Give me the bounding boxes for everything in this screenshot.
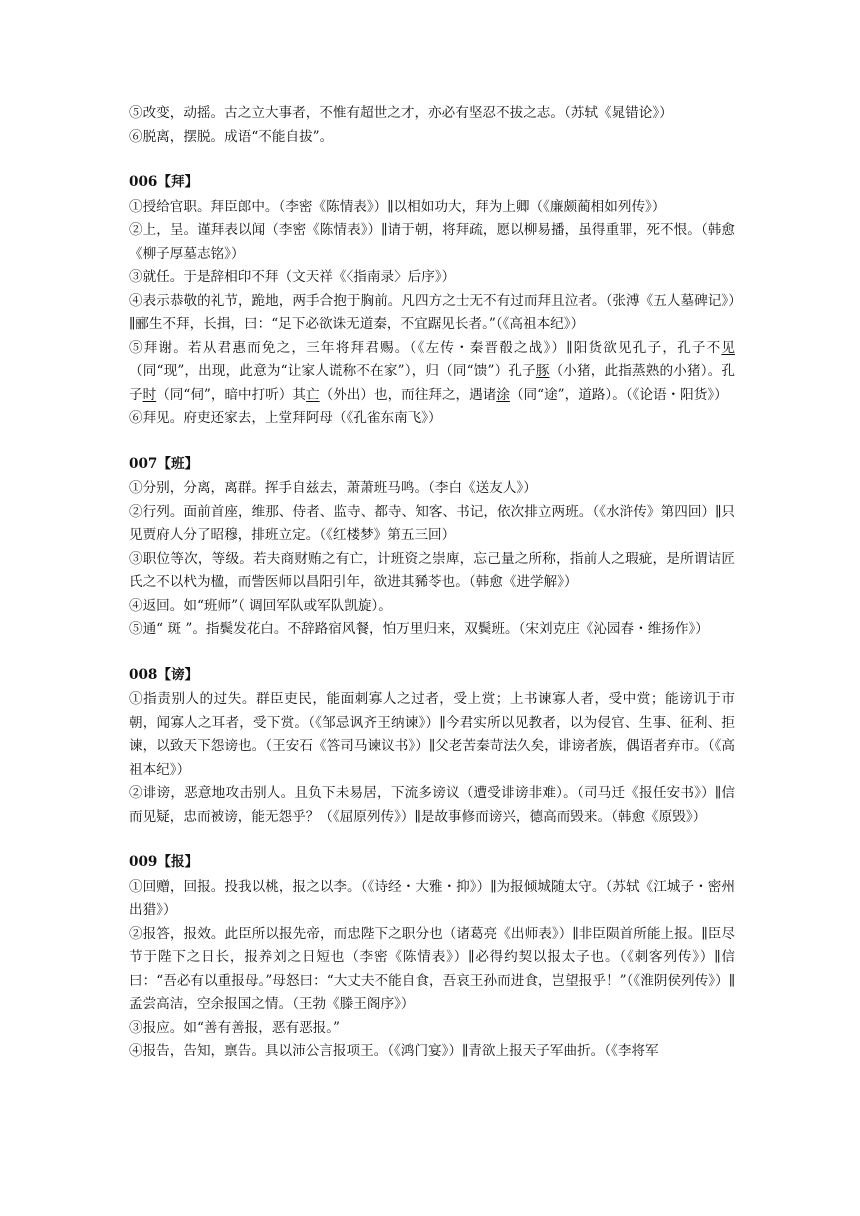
entry-006 [129, 171, 735, 431]
definition-line: ⑤改变，动摇。古之立大事者，不惟有超世之才，亦必有坚忍不拔之志。（苏轼《晁错论》） [129, 105, 673, 121]
text-segment: ⑤拜谢。若从君惠而免之，三年将拜君赐。（《左传・秦晋殽之战》）∥阳货欲见孔子，孔子不 [129, 339, 722, 356]
text-segment: （同“途”，道路）。（《论语・阳货》） [509, 386, 728, 403]
entry-heading [129, 664, 735, 688]
entry-number: 008 [129, 666, 158, 683]
definition-line: ①回赠，回报。投我以桃，报之以李。（《诗经・大雅・抑》）∥为报倾城随太守。（苏轼《江城子・密州出猎》） [129, 878, 735, 918]
underlined-word: 亡 [306, 386, 320, 403]
definition-line: ④报告，告知，禀告。具以沛公言报项王。（《鸿门宴》）∥青欲上报天子军曲折。（《李将军 [129, 1043, 659, 1059]
entry-heading [129, 453, 735, 477]
definition-line: ③职位等次，等级。若夫商财贿之有亡，计班资之崇庳，忘己量之所称，指前人之瑕疵，是所谓诘匠氏之不以杙为楹，而訾医师以昌阳引年，欲进其豨苓也。（韩愈《进学解》） [129, 550, 735, 590]
definition-line: ⑥脱离，摆脱。成语“不能自拔”。 [129, 128, 334, 145]
definition-line: ①授给官职。拜臣郎中。（李密《陈情表》）∥以相如功大，拜为上卿（《廉颇蔺相如列传》） [129, 198, 666, 215]
entry-word: 【拜】 [157, 174, 199, 190]
text-segment: （同“伺”，暗中打听）其 [156, 386, 307, 403]
definition-line: ②诽谤，恶意地攻击别人。且负下未易居，下流多谤议（遭受诽谤非难）。（司马迁《报任安书》）∥信而见疑，忠而被谤，能无怨乎？（《屈原列传》）∥是故事修而谤兴，德高而毁来。（韩愈《原毁》） [129, 785, 735, 825]
definition-line: ④返回。如“班师”（ 调回军队或军队凯旋）。 [129, 597, 392, 614]
underlined-word: 时 [142, 386, 157, 403]
underlined-word: 豚 [535, 363, 550, 379]
entry-word: 【谤】 [157, 666, 199, 683]
document-body [129, 102, 735, 1064]
definition-line: ②行列。面前首座，维那、侍者、监寺、都寺、知客、书记，依次排立两班。（《水浒传》第四回）∥只见贾府人分了昭穆，排班立定。（《红楼梦》第五三回） [129, 503, 735, 543]
entry-heading [129, 171, 735, 195]
definition-line: ⑥拜见。府吏还家去，上堂拜阿母（《孔雀东南飞》） [129, 410, 442, 426]
entry-009 [129, 851, 735, 1064]
underlined-word: 涂 [496, 386, 510, 403]
text-segment: （同“现”，出现，此意为“让家人谎称不在家”），归（同“馈”）孔子 [129, 363, 536, 379]
entry-word: 【报】 [157, 854, 199, 870]
definition-line: ①指责别人的过失。群臣吏民，能面刺寡人之过者，受上赏；上书谏寡人者，受中赏；能谤讥于市朝，闻寡人之耳者，受下赏。（《邹忌讽齐王纳谏》）∥今君实所以见教者，以为侵官、生事、征利、拒谏，以致天下怨谤也。（王安石《答司马谏议书》）∥父老苦秦苛法久矣，诽谤者族，偶语者弃市。（《高祖本纪》） [129, 691, 735, 778]
definition-line: ③就任。于是辞相印不拜（文天祥《〈指南录〉后序》） [129, 269, 456, 285]
intro-section [129, 102, 735, 149]
text-segment: （小猪，此指蒸熟的小猪）。孔子 [129, 363, 735, 403]
underlined-word: 见 [721, 339, 735, 356]
definition-line: ⑤通“ 斑 ”。指鬓发花白。不辞路宿风餐，怕万里归来，双鬓班。（宋刘克庄《沁园春・维扬作》） [129, 621, 709, 637]
definition-line: ②上，呈。谨拜表以闻（李密《陈情表》）∥请于朝，将拜疏，愿以柳易播，虽得重罪，死不恨。（韩愈《柳子厚墓志铭》） [129, 222, 735, 262]
entry-number: 006 [129, 174, 158, 190]
entry-number: 009 [129, 854, 158, 870]
entry-008 [129, 664, 735, 830]
entry-heading [129, 851, 735, 875]
definition-line: ④表示恭敬的礼节，跪地，两手合抱于胸前。凡四方之士无不有过而拜且泣者。（张溥《五人墓碑记》）∥郦生不拜，长揖，曰：“足下必欲诛无道秦，不宜踞见长者。”（《高祖本纪》） [129, 292, 735, 332]
definition-line: ②报答，报效。此臣所以报先帝，而忠陛下之职分也（诸葛亮《出师表》）∥非臣陨首所能上报。∥臣尽节于陛下之日长，报养刘之日短也（李密《陈情表》）∥必得约契以报太子也。（《刺客列传》）∥信曰：“吾必有以重报母。”母怒曰：“大丈夫不能自食，吾哀王孙而进食，岂望报乎！”（《淮阴侯列传》）∥孟尝高洁，空余报国之情。（王勃《滕王阁序》） [129, 925, 735, 1012]
definition-line-annotated [129, 337, 735, 408]
entry-number: 007 [129, 455, 158, 472]
entry-word: 【班】 [157, 455, 199, 472]
entry-007 [129, 453, 735, 642]
text-segment: （外出）也，而往拜之，遇诸 [319, 386, 497, 403]
definition-line: ③报应。如“善有善报，恶有恶报。” [129, 1019, 341, 1036]
definition-line: ①分别，分离，离群。挥手自兹去，萧萧班马鸣。（李白《送友人》） [129, 480, 537, 496]
